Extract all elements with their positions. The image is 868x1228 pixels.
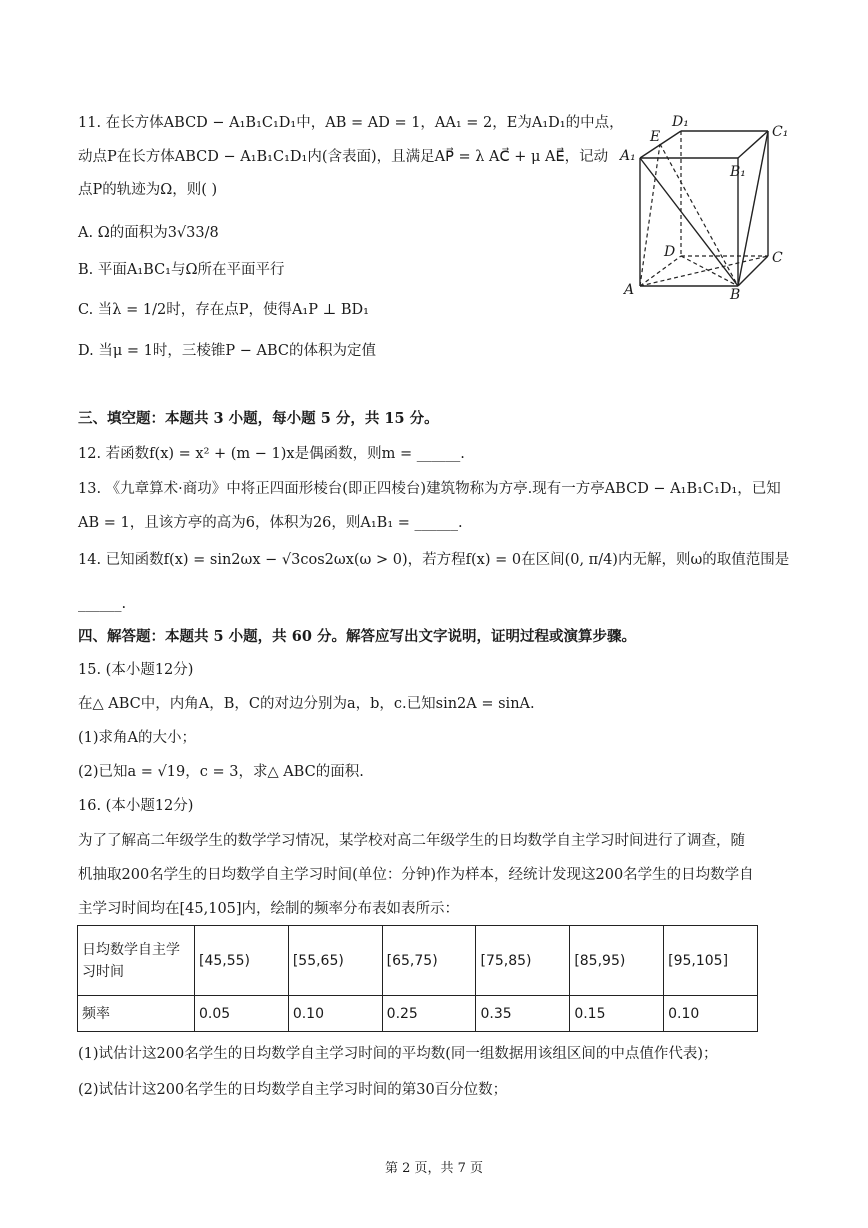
q11-option-c: C. 当λ = 1/2时，存在点P，使得A₁P ⊥ BD₁	[78, 302, 369, 318]
interval-cell: [75,85)	[476, 926, 570, 996]
q11-line-1: 11. 在长方体ABCD − A₁B₁C₁D₁中，AB = AD = 1，AA₁ = 2，E为A₁D₁的中点，	[78, 115, 624, 131]
interval-cell: [95,105]	[664, 926, 758, 996]
interval-cell: [45,55)	[195, 926, 289, 996]
label-d: D	[664, 244, 676, 260]
q11-option-b: B. 平面A₁BC₁与Ω所在平面平行	[78, 262, 285, 278]
freq-cell: 0.35	[476, 996, 570, 1032]
table-header-label	[78, 926, 195, 996]
freq-label-cell: 频率	[78, 996, 195, 1032]
freq-cell: 0.15	[570, 996, 664, 1032]
q15-part-2: (2)已知a = √19，c = 3，求△ ABC的面积.	[78, 764, 364, 780]
q11-option-d: D. 当μ = 1时，三棱锥P − ABC的体积为定值	[78, 343, 376, 359]
q14-line-1: 14. 已知函数f(x) = sin2ωx − √3cos2ωx(ω > 0)，若方程f(x) = 0在区间(0, π/4)内无解，则ω的取值范围是	[78, 552, 790, 568]
q16-stem-1: 为了了解高二年级学生的数学学习情况，某学校对高二年级学生的日均数学自主学习时间进行了调查，随	[78, 833, 745, 849]
q11-option-a: A. Ω的面积为3√33/8	[78, 225, 219, 241]
section-3-heading: 三、填空题：本题共 3 小题，每小题 5 分，共 15 分。	[78, 410, 439, 427]
table-row	[78, 926, 758, 996]
label-c1: C₁	[772, 124, 789, 140]
q15-part-1: (1)求角A的大小；	[78, 730, 197, 746]
label-a: A	[624, 282, 635, 298]
label-b1: B₁	[730, 164, 746, 180]
cuboid-figure	[616, 108, 792, 303]
q16-stem-3: 主学习时间均在[45,105]内，绘制的频率分布表如表所示：	[78, 901, 460, 917]
section-4-heading: 四、解答题：本题共 5 小题，共 60 分。解答应写出文字说明，证明过程或演算步骤。	[78, 628, 636, 645]
q16-stem-2: 机抽取200名学生的日均数学自主学习时间(单位：分钟)作为样本，经统计发现这200名学生的日均数学自	[78, 867, 754, 883]
q13-line-1: 13. 《九章算术·商功》中将正四面形棱台(即正四棱台)建筑物称为方亭.现有一方亭ABCD − A₁B₁C₁D₁，已知	[78, 481, 781, 497]
label-a1: A₁	[620, 148, 636, 164]
table-row	[78, 996, 758, 1032]
freq-cell: 0.10	[664, 996, 758, 1032]
freq-cell: 0.10	[288, 996, 382, 1032]
freq-cell: 0.25	[382, 996, 476, 1032]
freq-cell: 0.05	[195, 996, 289, 1032]
header-label-line-1: 日均数学自主学	[82, 941, 180, 958]
q15-title: 15. (本小题12分)	[78, 662, 194, 678]
q16-title: 16. (本小题12分)	[78, 798, 194, 814]
q11-line-2: 动点P在长方体ABCD − A₁B₁C₁D₁内(含表面)，且满足AP⃗ = λ AC⃗ + μ AE⃗，记动	[78, 149, 609, 165]
q12-text: 12. 若函数f(x) = x² + (m − 1)x是偶函数，则m = ______.	[78, 446, 465, 462]
interval-cell: [85,95)	[570, 926, 664, 996]
label-e: E	[650, 129, 661, 145]
q13-line-2: AB = 1，且该方亭的高为6，体积为26，则A₁B₁ = ______.	[78, 515, 463, 531]
page-footer: 第 2 页，共 7 页	[384, 1161, 484, 1176]
q11-line-3: 点P的轨迹为Ω，则( )	[78, 182, 218, 198]
header-label-line-2: 习时间	[82, 963, 124, 980]
label-c: C	[772, 250, 783, 266]
q14-line-2: ______.	[78, 596, 127, 612]
interval-cell: [55,65)	[288, 926, 382, 996]
q16-part-2: (2)试估计这200名学生的日均数学自主学习时间的第30百分位数；	[78, 1082, 508, 1098]
q15-stem: 在△ ABC中，内角A，B，C的对边分别为a，b，c.已知sin2A = sinA.	[78, 696, 535, 712]
frequency-table	[77, 925, 758, 1032]
interval-cell: [65,75)	[382, 926, 476, 996]
label-d1: D₁	[672, 114, 689, 130]
label-b: B	[730, 287, 741, 303]
q16-part-1: (1)试估计这200名学生的日均数学自主学习时间的平均数(同一组数据用该组区间的中点值作代表)；	[78, 1046, 718, 1062]
